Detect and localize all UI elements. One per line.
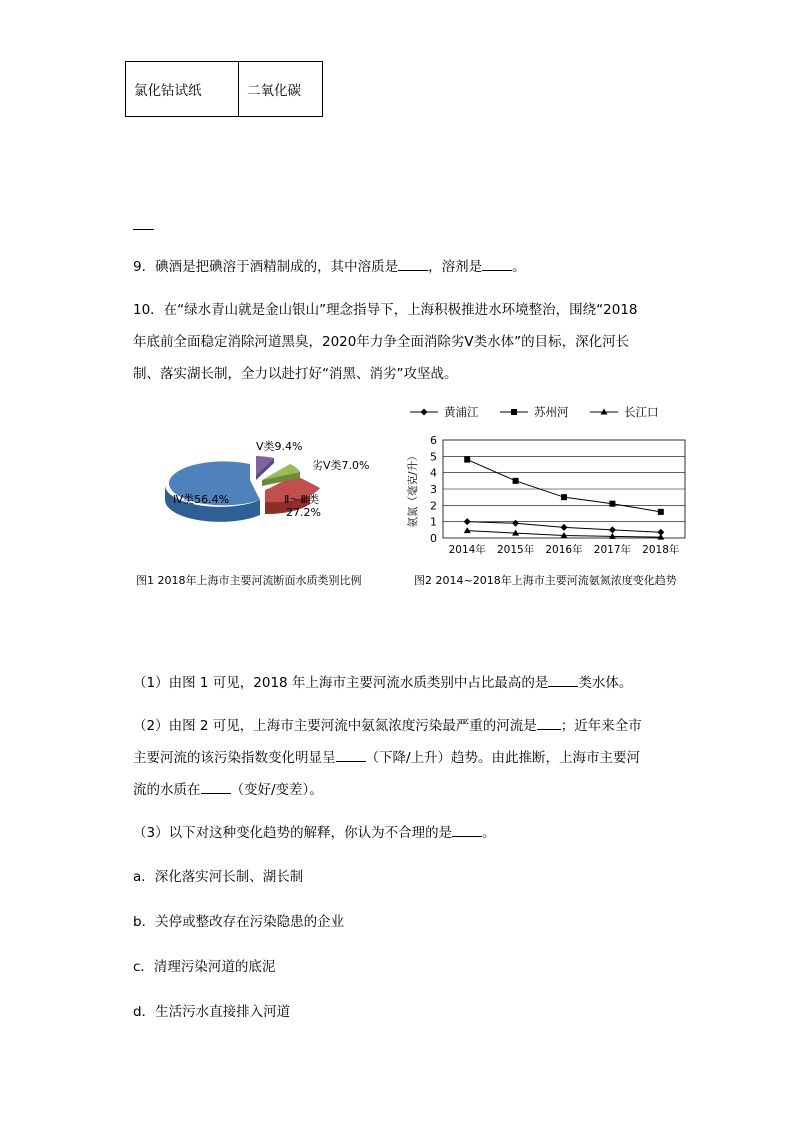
x-tick-label: 2016年 [545,544,583,556]
legend-marker [511,409,517,415]
q10-2-text-a: （2）由图 2 可见，上海市主要河流中氨氮浓度污染最严重的河流是 [133,718,537,734]
x-tick-label: 2017年 [593,544,632,556]
q10-3-text-a: （3）以下对这种变化趋势的解释，你认为不合理的是 [133,825,453,841]
data-point [513,478,519,484]
y-tick-label: 4 [430,466,437,480]
x-tick-label: 2014年 [448,544,486,556]
q10-1-blank[interactable] [548,673,578,687]
q10-2-text-d: （下降/上升）趋势。由此推断，上海市主要河 [365,750,641,766]
fig2-line-chart [400,398,700,560]
q10-line-3: 制、落实湖长制，全力以赴打好“消黑、消劣”攻坚战。 [133,366,458,382]
short-rule [133,229,154,230]
y-tick-label: 3 [430,483,437,496]
q10-2-text-c: 主要河流的该污染指数变化明显呈 [133,750,336,766]
y-axis-label: 氨氮（毫克/升） [407,450,419,528]
data-point [464,518,471,525]
legend-label: 黄浦江 [444,405,479,419]
x-tick-label: 2018年 [642,544,680,556]
q10-2-text-e: 流的水质在 [133,782,201,798]
fig1-caption: 图1 2018年上海市主要河流断面水质类别比例 [136,574,362,587]
x-tick-label: 2015年 [496,544,535,556]
q10-3-text-b: 。 [482,825,496,841]
y-tick-label: 5 [430,450,437,464]
y-tick-label: 6 [430,434,437,447]
q10-2-blank-trend[interactable] [336,748,366,762]
y-tick-label: 0 [430,532,437,545]
data-point [561,524,568,531]
table-cell-cobalt-paper: 氯化钴试纸 [126,62,239,117]
y-tick-label: 2 [430,499,437,513]
question-10-3 [133,823,496,843]
question-10-2-line-1 [133,716,642,736]
data-point [658,509,664,515]
q9-text-b: ，溶剂是 [428,259,483,275]
legend-marker [421,409,428,416]
q10-2-text-f: （变好/变差）。 [230,782,323,798]
data-point [609,526,616,533]
q10-2-blank-quality[interactable] [201,780,231,794]
question-9 [133,257,526,277]
q9-text-c: 。 [512,259,526,275]
data-point [464,457,470,463]
q10-2-blank-river[interactable] [537,716,561,730]
option-a[interactable]: a．深化落实河长制、湖长制 [133,869,304,885]
question-10-1 [133,673,632,693]
data-point [464,527,471,533]
q9-text-a: 9．碘酒是把碘溶于酒精制成的，其中溶质是 [133,259,399,275]
data-point [561,494,567,500]
fig2-caption: 图2 2014~2018年上海市主要河流氨氮浓度变化趋势 [414,574,677,587]
data-point [609,501,615,507]
q9-blank-solvent[interactable] [482,257,512,271]
q9-blank-solute[interactable] [398,257,428,271]
question-10-2-line-2 [133,748,640,768]
label-v: Ⅴ类9.4% [256,440,303,453]
series-line [467,460,661,512]
question-10-2-line-3 [133,780,323,800]
q10-2-text-b: ；近年来全市 [560,718,642,734]
option-b[interactable]: b．关停或整改存在污染隐患的企业 [133,914,345,930]
y-tick-label: 1 [430,515,437,529]
answer-table [125,61,323,117]
label-ii-iii-value: 27.2% [286,506,321,519]
q10-1-text-b: 类水体。 [578,675,633,691]
legend-label: 苏州河 [534,405,569,419]
label-iv: Ⅳ类56.4% [173,493,230,506]
q10-line-1: 10．在“绿水青山就是金山银山”理念指导下，上海积极推进水环境整治，围绕“2018 [133,302,638,318]
q10-line-2: 年底前全面稳定消除河道黑臭，2020年力争全面消除劣Ⅴ类水体”的目标，深化河长 [133,334,630,350]
label-worse-v: 劣Ⅴ类7.0% [312,459,370,472]
label-ii-iii-name: Ⅱ～Ⅲ类 [284,493,319,506]
table-cell-co2: 二氧化碳 [239,62,323,117]
data-point [512,520,519,527]
q10-1-text-a: （1）由图 1 可见，2018 年上海市主要河流水质类别中占比最高的是 [133,675,549,691]
legend-label: 长江口 [624,405,659,419]
option-d[interactable]: d．生活污水直接排入河道 [133,1004,291,1020]
q10-3-blank[interactable] [452,823,482,837]
option-c[interactable]: c．清理污染河道的底泥 [133,959,276,975]
